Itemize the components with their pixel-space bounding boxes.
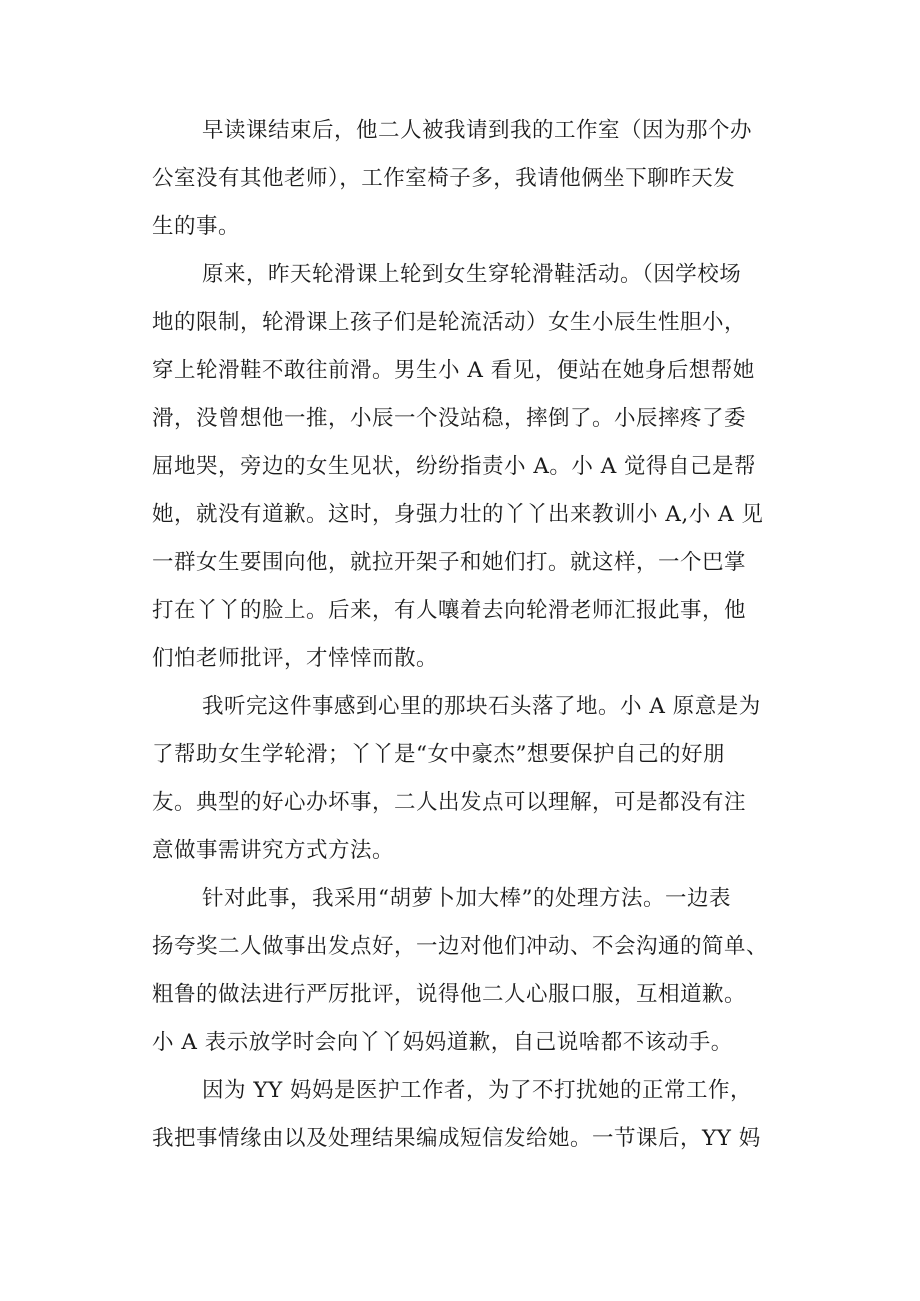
paragraph-1 <box>152 107 800 251</box>
text-line: 生的事。 <box>152 214 241 239</box>
text-line: 穿上轮滑鞋不敢往前滑。男生小 A 看见，便站在她身后想帮她 <box>152 358 755 383</box>
text-line: 原来，昨天轮滑课上轮到女生穿轮滑鞋活动。（因学校场 <box>202 262 742 287</box>
text-line: 地的限制，轮滑课上孩子们是轮流活动）女生小辰生性胆小， <box>152 310 747 335</box>
text-line: 滑，没曾想他一推，小辰一个没站稳，摔倒了。小辰摔疼了委 <box>152 406 747 431</box>
text-line: 意做事需讲究方式方法。 <box>152 838 395 863</box>
text-line: 屈地哭，旁边的女生见状，纷纷指责小 A。小 A 觉得自己是帮 <box>152 454 757 479</box>
text-line: 小 A 表示放学时会向丫丫妈妈道歉，自己说啥都不该动手。 <box>152 1030 733 1055</box>
paragraph-5 <box>152 1067 800 1163</box>
paragraph-3 <box>152 683 800 875</box>
text-line: 打在丫丫的脸上。后来，有人嚷着去向轮滑老师汇报此事，他 <box>152 598 747 623</box>
text-line: 我听完这件事感到心里的那块石头落了地。小 A 原意是为 <box>202 694 761 719</box>
paragraph-4 <box>152 875 800 1067</box>
text-line: 了帮助女生学轮滑；丫丫是“女中豪杰”想要保护自己的好朋 <box>152 742 725 767</box>
text-line: 一群女生要围向他，就拉开架子和她们打。就这样，一个巴掌 <box>152 550 747 575</box>
text-line: 我把事情缘由以及处理结果编成短信发给她。一节课后，YY 妈 <box>152 1126 761 1151</box>
text-line: 友。典型的好心办坏事，二人出发点可以理解，可是都没有注 <box>152 790 747 815</box>
document-body <box>152 107 800 1163</box>
text-line: 她，就没有道歉。这时，身强力壮的丫丫出来教训小 A,小 A 见 <box>152 502 764 527</box>
text-line: 公室没有其他老师），工作室椅子多，我请他俩坐下聊昨天发 <box>152 166 736 191</box>
text-line: 针对此事，我采用“胡萝卜加大棒”的处理方法。一边表 <box>202 886 731 911</box>
text-line: 因为 YY 妈妈是医护工作者，为了不打扰她的正常工作， <box>202 1078 753 1103</box>
text-line: 扬夸奖二人做事出发点好，一边对他们冲动、不会沟通的简单、 <box>152 934 769 959</box>
text-line: 粗鲁的做法进行严厉批评，说得他二人心服口服，互相道歉。 <box>152 982 747 1007</box>
text-line: 早读课结束后，他二人被我请到我的工作室（因为那个办 <box>202 118 753 143</box>
paragraph-2 <box>152 251 800 683</box>
text-line: 们怕老师批评，才悻悻而散。 <box>152 646 439 671</box>
